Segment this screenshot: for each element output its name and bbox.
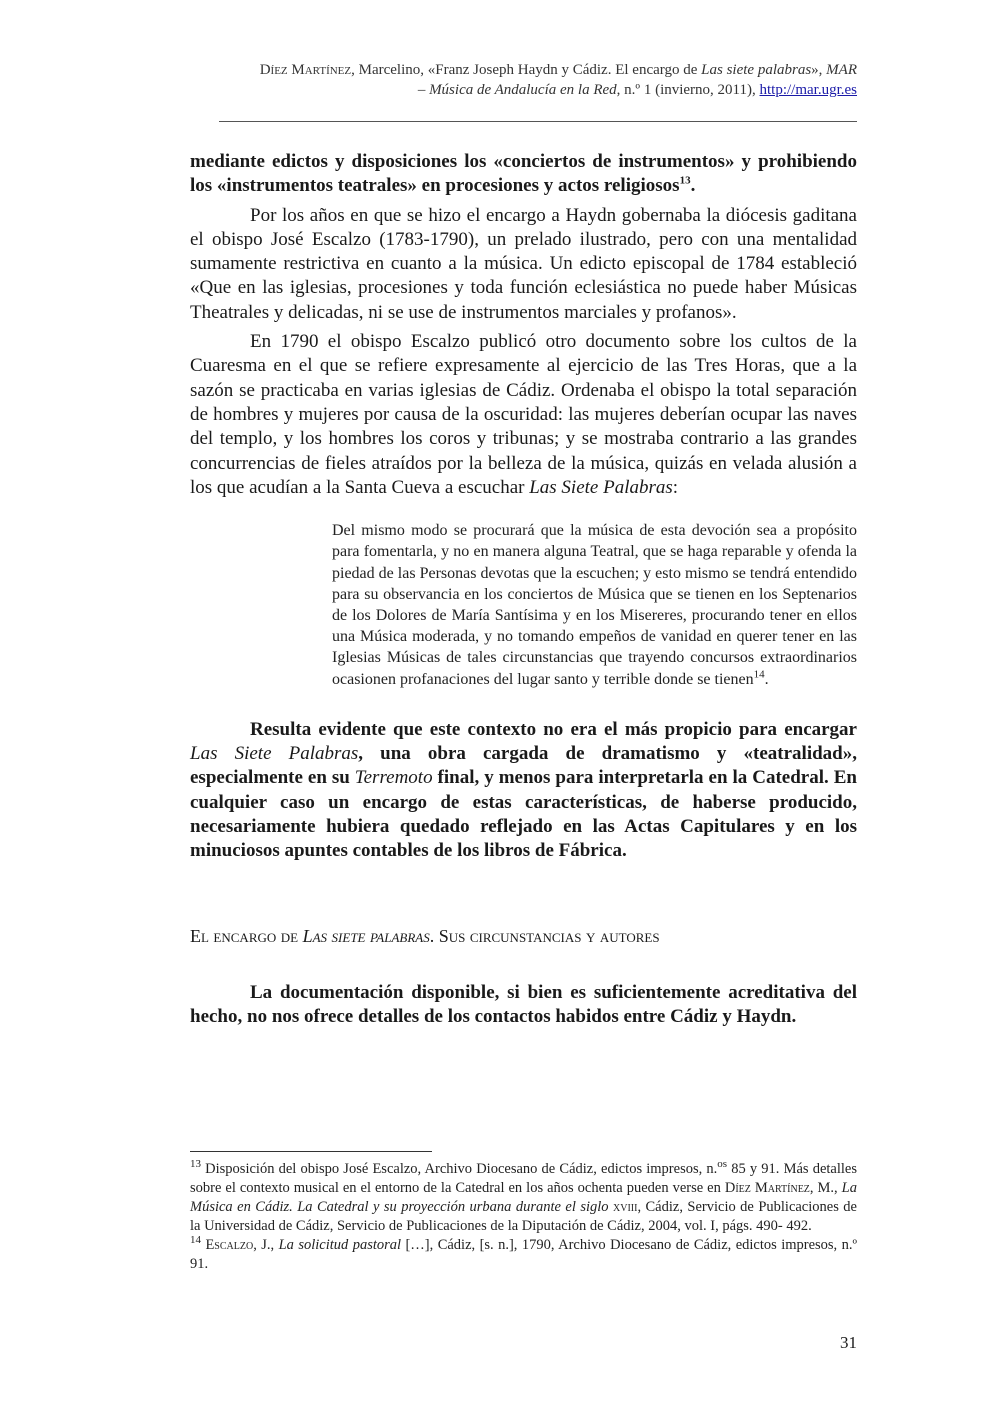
- footnote-14-author: Escalzo: [205, 1237, 254, 1253]
- footnote-13-text-d: , Cádiz, Servicio de Publicaciones de la Universidad de Cádiz, Servicio de Publicaciones de la Diputación de Cádiz, 2004, vol. I, págs. 490- 492.: [190, 1199, 857, 1234]
- block-quote: [332, 520, 857, 690]
- footnote-13-text-a: Disposición del obispo José Escalzo, Archivo Diocesano de Cádiz, edictos impresos, n.: [201, 1161, 718, 1177]
- header-rule: [219, 121, 857, 122]
- section-heading-title: Las siete palabras: [302, 925, 430, 946]
- header-author-surname: Díez Martínez: [259, 62, 352, 78]
- footnote-13-number: 13: [190, 1158, 201, 1171]
- footnote-13: [190, 1160, 857, 1236]
- block-quote-text: Del mismo modo se procurará que la música de esta devoción sea a propósito para fomentarla, y no en manera alguna Teatral, que se haga reparable y ofenda la piedad de las Personas devotas que la escuchen; y esto mismo se tendrá entendido para su observancia en los conciertos de Música que se tienen en los Septenarios de los Dolores de María Santísima y en los Misereres, procurando tener en ellos una Música moderada, y no tomando empeños de vanidad en querer tener en las Iglesias Músicas de tales circunstancias que trayendo concursos extraordinarios ocasionen profanaciones del lugar santo y terrible donde se tienen: [332, 522, 857, 688]
- paragraph-4-text-a: Resulta evidente que este contexto no era el más propicio para encargar: [250, 718, 857, 740]
- header-journal-abbr: MAR: [826, 62, 857, 78]
- paragraph-3-text: En 1790 el obispo Escalzo publicó otro documento sobre los cultos de la Cuaresma en el que se refiere expresamente al ejercicio de las Tres Horas, que a la sazón se practicaba en varias iglesias de Cádiz. Ordenaba el obispo la total separación de hombres y mujeres por causa de la oscuridad: las mujeres deberían ocupar las naves del templo, y los hombres los coros y tribunas; y se mostraba contrario a las grandes concurrencias de fieles atraídos por la belleza de la música, quizás en velada alusión a los que acudían a la Santa Cueva a escuchar: [190, 331, 857, 498]
- paragraph-1: [190, 150, 857, 199]
- footnote-14-title: La solicitud pastoral: [278, 1237, 402, 1253]
- section-heading-suffix: . Sus circunstancias y autores: [429, 925, 660, 946]
- footnote-13-text-b: 85 y 91. Más detalles sobre el contexto musical en el entorno de la Catedral en los años ochenta pueden verse en: [190, 1161, 857, 1196]
- footnote-ref-13[interactable]: 13: [679, 174, 691, 187]
- footnote-14-text-a: , J.,: [253, 1237, 279, 1253]
- paragraph-2: Por los años en que se hizo el encargo a Haydn gobernaba la diócesis gaditana el obispo José Escalzo (1783-1790), un prelado ilustrado, pero con una mentalidad sumamente restrictiva en cuanto a la música. Un edicto episcopal de 1784 estableció «Que en las iglesias, procesiones y toda función eclesiástica no puede haber Músicas Theatrales y delicadas, ni se use de instrumentos marciales y profanos».: [190, 204, 857, 323]
- footnote-ref-14[interactable]: 14: [753, 668, 765, 681]
- footnote-13-os: os: [717, 1158, 728, 1171]
- header-issue: , n.º 1 (invierno, 2011),: [616, 82, 760, 98]
- footnotes: [190, 1160, 857, 1274]
- header-work-title: Las siete palabras: [701, 62, 812, 78]
- paragraph-4-text-c: final, y menos para interpretarla en la Catedral. En cualquier caso un encargo de estas características, de haberse producido, necesariamente hubiera quedado reflejado en las Actas Capitulares y en los minuciosos apuntes contables de los libros de Fábrica.: [190, 767, 857, 862]
- footnote-14-text-b: […], Cádiz, [s. n.], 1790, Archivo Diocesano de Cádiz, edictos impresos, n.º 91.: [190, 1237, 857, 1272]
- header-line-2: [190, 80, 857, 100]
- header-line-1: [190, 60, 857, 80]
- paragraph-4-text-b: , una obra cargada de dramatismo y «teatralidad», especialmente en su: [190, 743, 857, 789]
- footnote-14: [190, 1236, 857, 1274]
- block-quote-end: .: [764, 670, 769, 688]
- section-heading-prefix: El encargo de: [190, 925, 303, 946]
- header-author-given: , Marcelino, «Franz Joseph Haydn y Cádiz. El encargo de: [351, 62, 702, 78]
- footnote-rule: [190, 1151, 432, 1152]
- footnote-13-author: Díez Martínez: [724, 1180, 810, 1196]
- paragraph-4-work-title: Las Siete Palabras: [190, 743, 359, 765]
- paragraph-5: La documentación disponible, si bien es suficientemente acreditativa del hecho, no nos ofrece detalles de los contactos habidos entre Cádiz y Haydn.: [190, 981, 857, 1027]
- header-url-link[interactable]: http://mar.ugr.es: [759, 82, 857, 98]
- paragraph-1-text: mediante edictos y disposiciones los «conciertos de instrumentos» y prohibiendo los «instrumentos teatrales» en procesiones y actos religiosos: [190, 151, 857, 197]
- footnote-13-title: La Música en Cádiz. La Catedral y su proyección urbana durante el siglo: [190, 1180, 857, 1215]
- footnote-14-number: 14: [190, 1234, 201, 1247]
- paragraph-3-work-title: Las Siete Palabras: [529, 476, 673, 498]
- paragraph-1-end: .: [690, 175, 696, 197]
- footnote-13-text-c: , M.,: [809, 1180, 842, 1196]
- paragraph-4: [190, 718, 857, 864]
- main-text: [190, 150, 857, 1029]
- running-header: [190, 60, 857, 100]
- footnote-13-century: xviii: [613, 1199, 638, 1215]
- header-after-title: »,: [811, 62, 827, 78]
- paragraph-3-end: :: [672, 476, 679, 498]
- header-journal-full: Música de Andalucía en la Red: [429, 82, 617, 98]
- section-heading: [190, 926, 857, 947]
- page-number: 31: [840, 1333, 857, 1352]
- paragraph-3: [190, 330, 857, 500]
- header-line2-prefix: –: [417, 82, 430, 98]
- paragraph-4-terremoto: Terremoto: [354, 767, 433, 789]
